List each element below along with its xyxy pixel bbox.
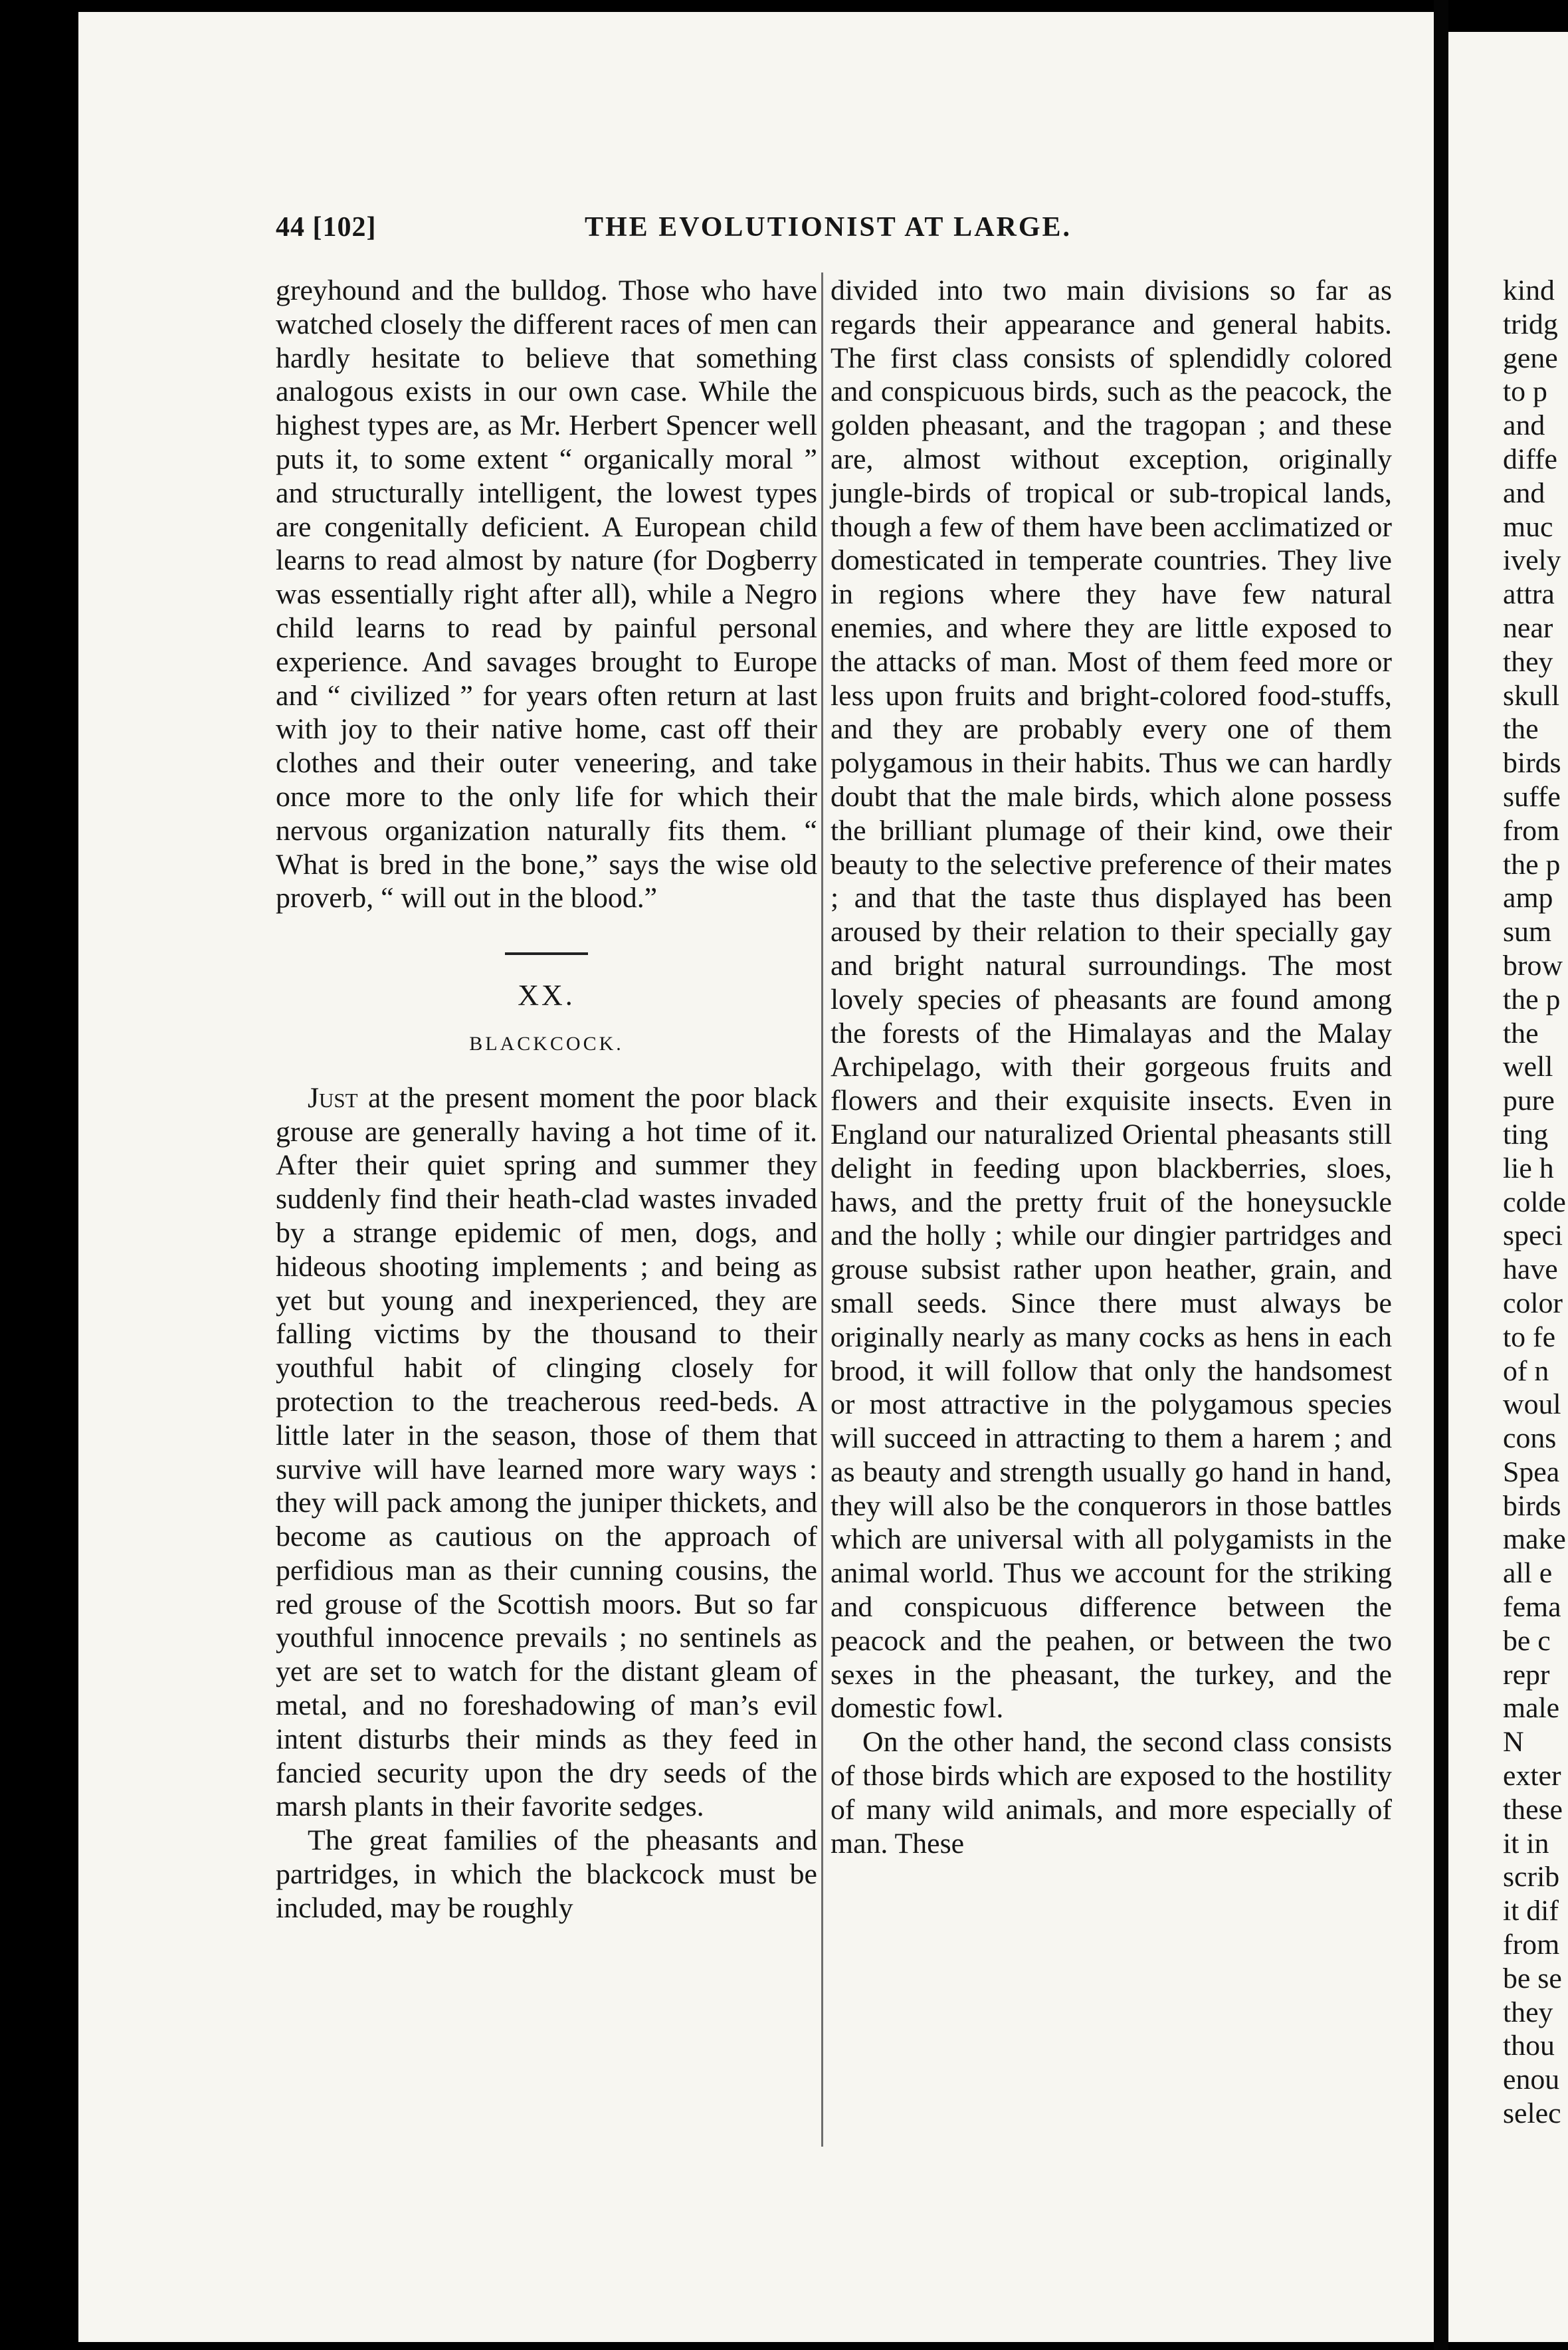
right-page-fragment: birds [1503, 747, 1561, 780]
right-page-fragment: from [1503, 1929, 1560, 1961]
right-page-fragment: be c [1503, 1624, 1551, 1657]
right-page-fragment: they [1503, 645, 1553, 678]
running-title: THE EVOLUTIONIST AT LARGE. [585, 212, 1072, 243]
right-page-fragment: the p [1503, 983, 1561, 1015]
right-page-fragment: suffe [1503, 780, 1561, 813]
right-page-fragment: lie h [1503, 1152, 1554, 1184]
right-page-fragment: ively [1503, 544, 1561, 577]
right-page-fragment: color [1503, 1287, 1563, 1319]
right-page-fragment: male [1503, 1692, 1560, 1725]
right-page-fragment: sum [1503, 916, 1552, 948]
right-page-fragment: gene [1503, 342, 1558, 374]
right-page-fragment: brow [1503, 949, 1563, 982]
section-number: XX. [518, 979, 575, 1012]
right-page-fragment: to fe [1503, 1321, 1556, 1353]
right-page-fragment: the p [1503, 848, 1561, 881]
right-page-fragment: scrib [1503, 1861, 1560, 1893]
right-page-fragment: it dif [1503, 1895, 1559, 1927]
right-page-fragment: N [1503, 1726, 1524, 1759]
right-page-fragment: woul [1503, 1388, 1561, 1421]
right-page-fragment: selec [1503, 2097, 1561, 2130]
right-page-fragment: and [1503, 409, 1545, 442]
right-page-fragment: from [1503, 814, 1560, 847]
right-page-fragment: repr [1503, 1658, 1550, 1691]
text-column-right [831, 274, 1392, 1860]
right-page-fragment: these [1503, 1793, 1563, 1826]
right-page-fragment: be se [1503, 1962, 1562, 1994]
right-page-fragment: ting [1503, 1118, 1549, 1150]
right-page-fragment: make [1503, 1523, 1566, 1556]
right-page-fragment: it in [1503, 1827, 1549, 1860]
right-page-fragment: have [1503, 1253, 1558, 1286]
paragraph-blackcock-1 [276, 1081, 817, 1824]
right-page-fragment: they [1503, 1996, 1553, 2028]
right-page-fragment: Spea [1503, 1455, 1560, 1488]
running-header [276, 211, 1133, 251]
right-page-fragment: the [1503, 1017, 1539, 1049]
right-page-fragment: skull [1503, 679, 1560, 712]
right-page-fragment: near [1503, 611, 1553, 644]
right-page-fragment: amp [1503, 882, 1553, 914]
paragraph-text: at the present moment the poor black grouse are generally having a hot time of it. After their quiet spring and summer they suddenly find their heath-clad wastes invaded by a strange epidemic of men, dogs, and hideous shooting implements ; and being as yet but young and inexperienced, they are falling victims by the thousand to their youthful habit of clinging closely for protection to the treacherous reed-beds. A little later in the season, those of them that survive will have learned more wary ways : they will pack among the juniper thickets, and become as cautious on the approach of perfidious man as their cunning cousins, the red grouse of the Scottish moors. But so far youthful innocence prevails ; no sentinels as yet are set to watch for the distant gleam of metal, and no foreshadowing of man’s evil intent disturbs their minds as they feed in fancied security upon the dry seeds of the marsh plants in their favorite sedges. [276, 1081, 817, 1823]
right-page-fragment: attra [1503, 578, 1555, 611]
right-page-fragment: fema [1503, 1591, 1561, 1624]
column-divider [821, 272, 823, 2147]
right-page-fragment: cons [1503, 1422, 1557, 1455]
right-page-fragment: colde [1503, 1186, 1566, 1218]
right-page-fragment: muc [1503, 510, 1553, 543]
page-gutter [1434, 0, 1448, 2350]
drop-word: Just [308, 1081, 358, 1114]
right-page-fragment: birds [1503, 1489, 1561, 1522]
section-title: BLACKCOCK. [469, 1032, 624, 1055]
right-page-fragments [1503, 274, 1566, 2131]
section-rule [505, 952, 588, 955]
right-page-fragment: pure [1503, 1085, 1555, 1117]
right-page-fragment: and [1503, 477, 1545, 509]
right-page-fragment: diffe [1503, 443, 1557, 475]
right-page-fragment: well [1503, 1051, 1553, 1083]
right-page-fragment: to p [1503, 375, 1547, 408]
right-page-fragment: tridg [1503, 308, 1558, 340]
paragraph-intro: greyhound and the bulldog. Those who have watched closely the different races of men can hardly hesitate to believe that something analogous exists in our own case. While the highest types are, as Mr. Herbert Spencer well puts it, to some extent “ organically moral ” and structurally intelligent, the lowest types are congenitally deficient. A European child learns to read almost by nature (for Dogberry was essentially right after all), while a Negro child learns to read by painful personal experience. And savages brought to Europe and “ civilized ” for years often return at last with joy to their native home, cast off their clothes and their outer veneering, and take once more to the only life for which their nervous organization naturally fits them. “ What is bred in the bone,” says the wise old proverb, “ will out in the blood.” [276, 274, 817, 914]
right-page-fragment: thou [1503, 2030, 1555, 2062]
paragraph-second-class: On the other hand, the second class consists of those birds which are exposed to the hostility of many wild animals, and more especially of man. These [831, 1726, 1392, 1860]
paragraph-divisions: divided into two main divisions so far as regards their appearance and general habits. The first class consists of splendidly colored and conspicuous birds, such as the peacock, the golden pheasant, and the tragopan ; and these are, almost without exception, originally jungle-birds of tropical or sub-tropical lands, though a few of them have been acclimatized or domesticated in temperate countries. They live in regions where they have few natural enemies, and where they are little exposed to the attacks of man. Most of them feed more or less upon fruits and bright-colored food-stuffs, and they are probably every one of them polygamous in their habits. Thus we can hardly doubt that the male birds, which alone possess the brilliant plumage of their kind, owe their beauty to the selective preference of their mates ; and that the taste thus displayed has been aroused by their relation to their specially gay and bright natural surroundings. The most lovely species of pheasants are found among the forests of the Himalayas and the Malay Archipelago, with their gorgeous fruits and flowers and their exquisite insects. Even in England our naturalized Oriental pheasants still delight in feeding upon blackberries, sloes, haws, and the pretty fruit of the honeysuckle and the holly ; while our dingier partridges and grouse subsist rather upon heather, grain, and small seeds. Since there must always be originally nearly as many cocks as hens in each brood, it will follow that only the handsomest or most attractive in the polygamous species will succeed in attracting to them a harem ; and as beauty and strength usually go hand in hand, they will also be the conquerors in those battles which are universal with all polygamists in the animal world. Thus we account for the striking and conspicuous difference between the peacock and the peahen, or between the two sexes in the pheasant, the turkey, and the domestic fowl. [831, 274, 1392, 1725]
right-page-fragment: of n [1503, 1354, 1549, 1387]
page-number: 44 [102] [276, 212, 377, 243]
right-page-fragment: the [1503, 713, 1539, 746]
right-page-fragment: enou [1503, 2064, 1560, 2096]
right-page-fragment: kind [1503, 274, 1555, 306]
right-page-fragment: exter [1503, 1760, 1561, 1792]
right-page-fragment: speci [1503, 1220, 1563, 1252]
right-page-fragment: all e [1503, 1557, 1553, 1590]
text-column-left [276, 274, 817, 1925]
paragraph-blackcock-2: The great families of the pheasants and partridges, in which the blackcock must be included, may be roughly [276, 1824, 817, 1924]
